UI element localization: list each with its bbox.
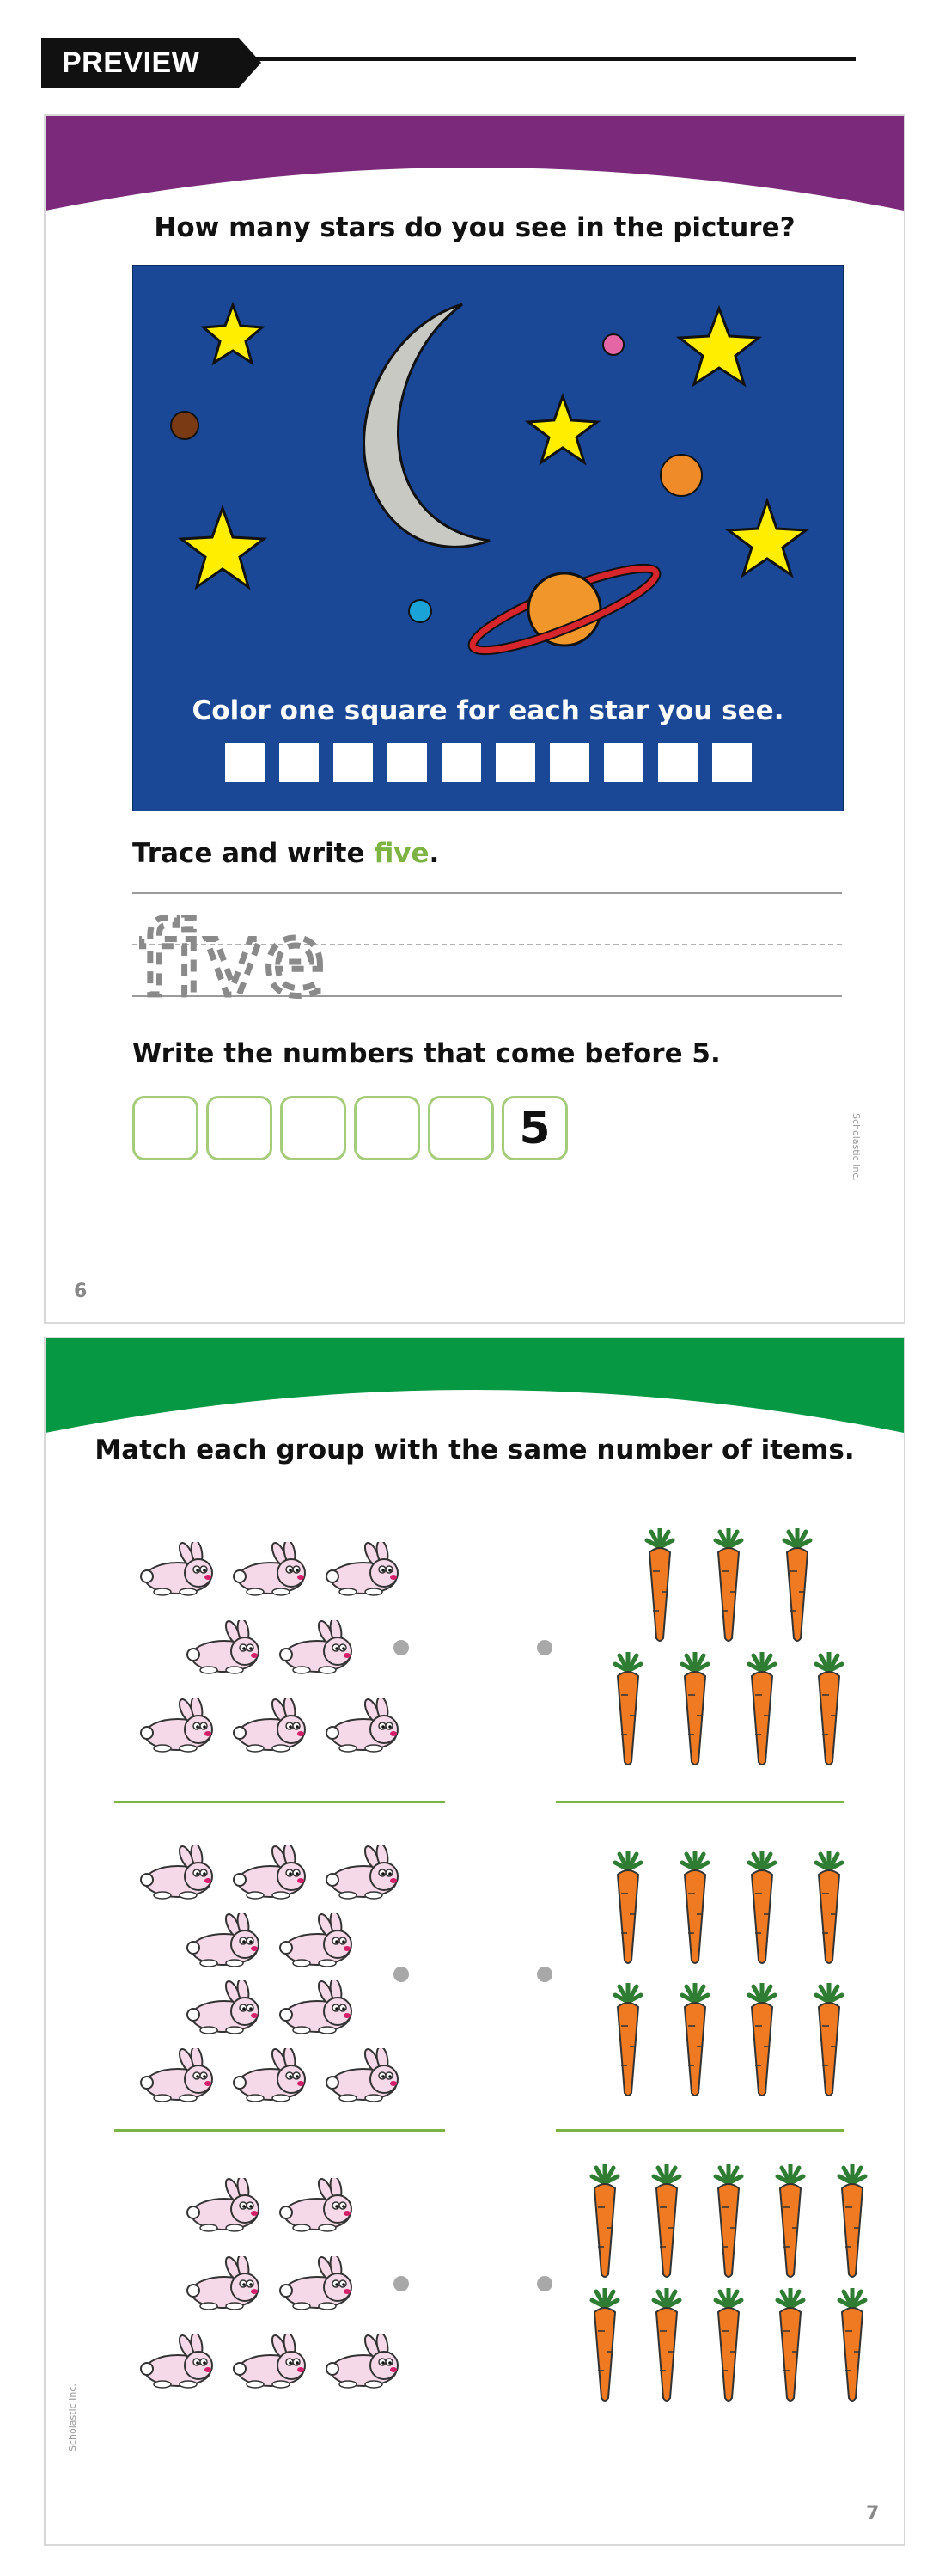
- number-box-blank[interactable]: [428, 1096, 494, 1160]
- svg-text:five: five: [139, 900, 326, 1002]
- color-square[interactable]: [550, 743, 589, 782]
- carrot-icon: [588, 2164, 622, 2283]
- color-square[interactable]: [442, 743, 481, 782]
- preview-divider: [249, 57, 856, 61]
- brown-planet-icon: [171, 412, 198, 439]
- number-box-blank[interactable]: [206, 1096, 272, 1160]
- pink-planet-icon: [603, 334, 624, 355]
- match-dot-right[interactable]: [537, 1640, 552, 1655]
- bunny-icon: [276, 1913, 355, 1972]
- group-divider-right: [556, 2129, 844, 2132]
- carrot-icon: [678, 1652, 712, 1771]
- orange-planet-icon: [661, 455, 702, 496]
- bunny-icon: [183, 1620, 262, 1679]
- carrot-icon: [812, 1983, 846, 2102]
- number-box-blank[interactable]: [280, 1096, 346, 1160]
- bunny-icon: [322, 2048, 401, 2107]
- bunny-icon: [229, 2334, 308, 2393]
- carrot-icon: [649, 2164, 684, 2283]
- preview-label: PREVIEW: [62, 46, 200, 79]
- carrot-icon: [835, 2164, 869, 2283]
- color-square[interactable]: [604, 743, 643, 782]
- star-icon: [528, 396, 597, 462]
- ringed-planet-icon: [466, 555, 663, 664]
- number-box-given: 5: [502, 1096, 568, 1160]
- trace-writing-lines[interactable]: [132, 892, 842, 1002]
- bunny-icon: [229, 1845, 308, 1904]
- group-divider-left: [114, 1801, 445, 1803]
- purple-header-band: [46, 116, 904, 219]
- bunny-icon: [276, 2178, 355, 2236]
- moon-icon: [364, 304, 490, 547]
- bunny-icon: [183, 2178, 262, 2236]
- bunny-icon: [183, 1913, 262, 1972]
- color-square[interactable]: [658, 743, 698, 782]
- workbook-page-7: [44, 1337, 905, 2546]
- star-icon: [181, 508, 264, 587]
- bunny-icon: [229, 1698, 308, 1757]
- bunny-icon: [137, 2048, 216, 2107]
- bunny-icon: [322, 2334, 401, 2393]
- bunny-icon: [322, 1845, 401, 1904]
- night-sky-illustration: [133, 266, 843, 811]
- bunny-icon: [137, 1845, 216, 1904]
- page-number: 7: [866, 2503, 880, 2524]
- carrot-icon: [678, 1851, 712, 1969]
- trace-prompt-end: .: [429, 838, 440, 869]
- bunny-icon: [276, 1620, 355, 1679]
- carrot-icon: [773, 2164, 808, 2283]
- carrot-icon: [835, 2288, 869, 2407]
- carrot-icon: [711, 1528, 746, 1647]
- star-icon: [680, 309, 759, 384]
- color-square[interactable]: [333, 743, 373, 782]
- sky-caption: Color one square for each star you see.: [192, 695, 784, 726]
- bunny-icon: [322, 1542, 401, 1600]
- color-square[interactable]: [712, 743, 752, 782]
- carrot-icon: [745, 1851, 779, 1969]
- group-divider-right: [556, 1801, 844, 1803]
- star-icon: [204, 305, 262, 363]
- bunny-icon: [137, 1698, 216, 1757]
- carrot-icon: [678, 1983, 712, 2102]
- match-dot-right[interactable]: [537, 2276, 552, 2291]
- trace-prompt: [132, 838, 439, 869]
- color-square[interactable]: [496, 743, 535, 782]
- credit-text: Scholastic Inc.: [67, 2383, 78, 2451]
- match-dot-left[interactable]: [393, 1967, 409, 1982]
- group-divider-left: [114, 2129, 445, 2132]
- carrot-icon: [780, 1528, 814, 1647]
- match-dot-left[interactable]: [393, 2276, 409, 2291]
- color-square[interactable]: [279, 743, 319, 782]
- number-boxes: [132, 1096, 568, 1160]
- carrot-icon: [812, 1851, 846, 1969]
- number-box-blank[interactable]: [132, 1096, 198, 1160]
- carrot-icon: [611, 1851, 645, 1969]
- bunny-icon: [276, 1980, 355, 2039]
- carrot-icon: [711, 2164, 746, 2283]
- carrot-icon: [649, 2288, 684, 2407]
- bunny-icon: [137, 1542, 216, 1600]
- bunny-icon: [137, 2334, 216, 2393]
- trace-prompt-text: Trace and write: [132, 838, 375, 869]
- page-number: 6: [74, 1281, 88, 1302]
- color-square[interactable]: [387, 743, 427, 782]
- match-dot-right[interactable]: [537, 1967, 552, 1982]
- bunny-icon: [229, 1542, 308, 1600]
- carrot-icon: [711, 2288, 746, 2407]
- carrot-icon: [773, 2288, 808, 2407]
- green-header-band: [46, 1338, 904, 1441]
- carrot-icon: [588, 2288, 622, 2407]
- page-heading: How many stars do you see in the picture?: [154, 212, 796, 243]
- bunny-icon: [229, 2048, 308, 2107]
- night-sky-picture: [132, 265, 844, 811]
- workbook-page-6: [44, 114, 905, 1324]
- bunny-icon: [183, 2256, 262, 2315]
- carrot-icon: [643, 1528, 677, 1647]
- carrot-icon: [611, 1983, 645, 2102]
- trace-word-sample: [139, 882, 345, 1002]
- carrot-icon: [745, 1652, 779, 1771]
- blue-planet-icon: [409, 600, 431, 622]
- before-prompt: Write the numbers that come before 5.: [132, 1038, 721, 1069]
- carrot-icon: [812, 1652, 846, 1771]
- number-box-blank[interactable]: [354, 1096, 420, 1160]
- page-heading: Match each group with the same number of items.: [94, 1435, 855, 1465]
- bunny-icon: [183, 1980, 262, 2039]
- color-square[interactable]: [225, 743, 265, 782]
- trace-word: five: [374, 838, 430, 869]
- bunny-icon: [276, 2256, 355, 2315]
- star-icon: [729, 501, 806, 575]
- bunny-icon: [322, 1698, 401, 1757]
- carrot-icon: [745, 1983, 779, 2102]
- credit-text: Scholastic Inc.: [850, 1113, 862, 1181]
- match-dot-left[interactable]: [393, 1640, 409, 1655]
- carrot-icon: [611, 1652, 645, 1771]
- star-count-squares: [225, 743, 752, 782]
